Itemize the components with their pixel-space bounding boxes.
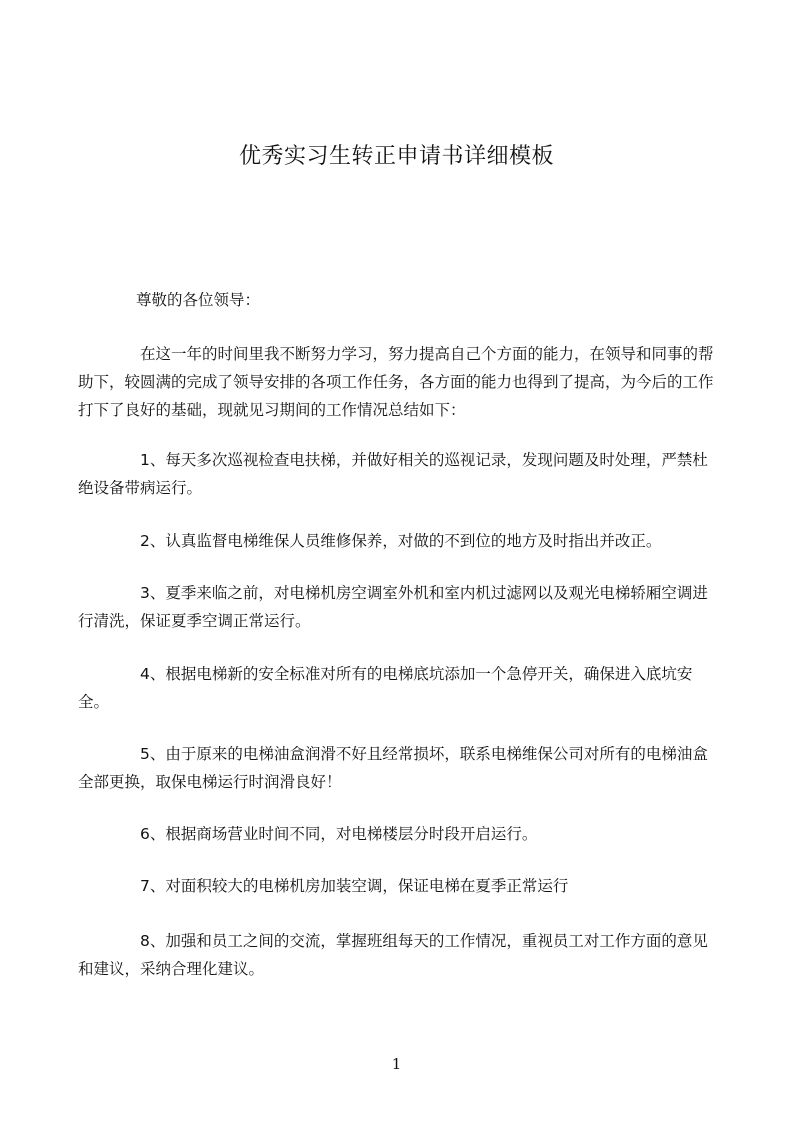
work-item-1: 1、每天多次巡视检查电扶梯，并做好相关的巡视记录，发现问题及时处理，严禁杜绝设备带病运行。 (78, 451, 708, 497)
document-title: 优秀实习生转正申请书详细模板 (238, 144, 554, 169)
work-item-4: 4、根据电梯新的安全标准对所有的电梯底坑添加一个急停开关，确保进入底坑安全。 (78, 665, 693, 711)
work-item-8: 8、加强和员工之间的交流，掌握班组每天的工作情况，重视员工对工作方面的意见和建议，采纳合理化建议。 (78, 932, 708, 978)
work-item-2: 2、认真监督电梯维保人员维修保养，对做的不到位的地方及时指出并改正。 (140, 532, 662, 550)
page-number: 1 (391, 1055, 402, 1073)
work-item-6: 6、根据商场营业时间不同，对电梯楼层分时段开启运行。 (140, 825, 538, 843)
salutation: 尊敬的各位领导： (136, 291, 261, 309)
work-item-5: 5、由于原来的电梯油盒润滑不好且经常损坏，联系电梯维保公司对所有的电梯油盒全部更换，取保电梯运行时润滑良好！ (78, 745, 708, 791)
work-item-7: 7、对面积较大的电梯机房加装空调，保证电梯在夏季正常运行 (140, 877, 569, 895)
work-item-3: 3、夏季来临之前，对电梯机房空调室外机和室内机过滤网以及观光电梯轿厢空调进行清洗，保证夏季空调正常运行。 (78, 584, 708, 630)
intro-paragraph: 在这一年的时间里我不断努力学习，努力提高自己个方面的能力，在领导和同事的帮助下，较圆满的完成了领导安排的各项工作任务，各方面的能力也得到了提高，为今后的工作打下了良好的基础，现就见习期间的工作情况总结如下： (78, 345, 714, 419)
